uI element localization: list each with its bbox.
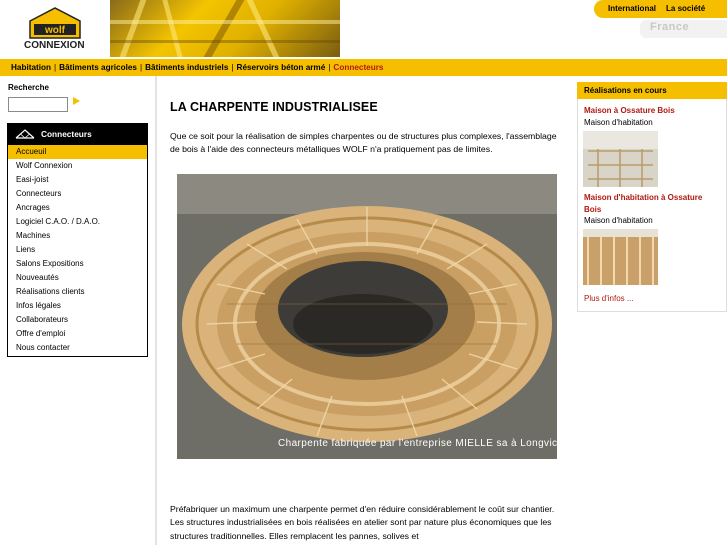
international-link[interactable]: International bbox=[608, 4, 657, 13]
sidebar-item-machines[interactable]: Machines bbox=[16, 231, 51, 240]
sidebar-item-realisations[interactable]: Réalisations clients bbox=[16, 287, 85, 296]
nav-item-reservoirs[interactable]: Réservoirs béton armé bbox=[236, 63, 326, 72]
nav-separator: | bbox=[328, 63, 331, 72]
realisation-thumb-1-image bbox=[583, 131, 658, 187]
realisation-thumb-2[interactable] bbox=[583, 229, 658, 285]
nav-separator: | bbox=[231, 63, 234, 72]
page-title: LA CHARPENTE INDUSTRIALISEE bbox=[170, 100, 378, 114]
logo-text: CONNEXION bbox=[24, 40, 85, 51]
sidebar-item-nous-contacter[interactable]: Nous contacter bbox=[16, 343, 70, 352]
company-link[interactable]: La société bbox=[666, 4, 706, 13]
sidebar-item-liens[interactable]: Liens bbox=[16, 245, 36, 254]
top-links bbox=[608, 4, 705, 13]
sidebar-menu bbox=[7, 123, 148, 357]
sidebar-menu-header bbox=[8, 124, 147, 145]
timber-frame-illustration bbox=[177, 174, 557, 459]
search-go-icon[interactable] bbox=[73, 97, 80, 105]
main-nav-items bbox=[11, 63, 383, 72]
sidebar-menu-title: Connecteurs bbox=[41, 129, 92, 139]
realisation-thumb-2-image bbox=[583, 229, 658, 285]
nav-item-batiments-industriels[interactable]: Bâtiments industriels bbox=[145, 63, 229, 72]
wolf-logo-icon bbox=[28, 7, 82, 39]
sidebar-item-easi-joist[interactable]: Easi-joist bbox=[16, 175, 49, 184]
sidebar-item-connecteurs[interactable]: Connecteurs bbox=[16, 189, 62, 198]
logo-area[interactable] bbox=[0, 0, 110, 57]
photo-caption: Charpente fabriquée par l'entreprise MIELLE sa à Longvic bbox=[278, 438, 558, 449]
realisation-thumb-1[interactable] bbox=[583, 131, 658, 187]
search-input[interactable] bbox=[8, 97, 68, 112]
sidebar-item-logiciel[interactable]: Logiciel C.A.O. / D.A.O. bbox=[16, 217, 101, 226]
more-info-link[interactable]: Plus d'infos ... bbox=[584, 294, 634, 303]
search-label: Recherche bbox=[8, 83, 49, 92]
header-photo bbox=[110, 0, 340, 57]
body-paragraph: Préfabriquer un maximum une charpente permet d'en réduire considérablement le coût sur chantier. Les structures industrialisées en bois réalisées en atelier sont par nature plus économiques que les structures traditionnelles. Elles remplacent les pannes, solives et bbox=[170, 504, 555, 541]
svg-text:wolf: wolf bbox=[45, 25, 65, 36]
realisations-header: Réalisations en cours bbox=[577, 82, 727, 99]
sidebar-item-offre-emploi[interactable]: Offre d'emploi bbox=[16, 329, 66, 338]
timber-frame-photo bbox=[177, 174, 557, 459]
sidebar-item-accueil[interactable]: Accueuil bbox=[8, 145, 147, 159]
realisation-title-2[interactable]: Maison d'habitation à Ossature Bois bbox=[584, 193, 703, 214]
sidebar-item-collaborateurs[interactable]: Collaborateurs bbox=[16, 315, 69, 324]
nav-item-connecteurs[interactable]: Connecteurs bbox=[333, 63, 384, 72]
sidebar-item-infos-legales[interactable]: Infos légales bbox=[16, 301, 61, 310]
country-label[interactable]: France bbox=[650, 21, 690, 33]
realisation-subtitle-1: Maison d'habitation bbox=[584, 118, 653, 127]
roof-truss-icon bbox=[15, 129, 35, 139]
intro-paragraph: Que ce soit pour la réalisation de simples charpentes ou de structures plus complexes, l'assemblage de bois à l'aide des connecteurs métalliques WOLF n'a pratiquement pas de limites. bbox=[170, 131, 557, 155]
nav-item-batiments-agricoles[interactable]: Bâtiments agricoles bbox=[59, 63, 137, 72]
nav-separator: | bbox=[139, 63, 143, 72]
nav-item-habitation[interactable]: Habitation bbox=[11, 63, 52, 72]
realisation-subtitle-2: Maison d'habitation bbox=[584, 216, 653, 225]
sidebar-item-salons[interactable]: Salons Expositions bbox=[16, 259, 84, 268]
sidebar-item-wolf-connexion[interactable]: Wolf Connexion bbox=[16, 161, 73, 170]
sidebar-item-nouveautes[interactable]: Nouveautés bbox=[16, 273, 59, 282]
realisation-title-1[interactable]: Maison à Ossature Bois bbox=[584, 106, 675, 115]
sidebar-item-ancrages[interactable]: Ancrages bbox=[16, 203, 50, 212]
nav-separator: | bbox=[54, 63, 57, 72]
